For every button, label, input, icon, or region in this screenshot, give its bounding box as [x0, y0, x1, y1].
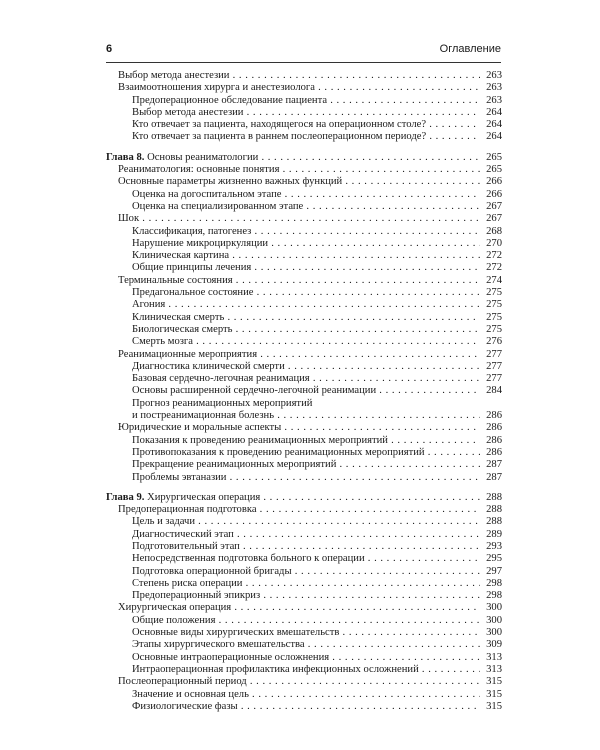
toc-page-number: 263	[480, 70, 502, 82]
toc-entry-title	[106, 312, 480, 324]
toc-entry	[106, 459, 502, 471]
toc-entry	[106, 398, 502, 410]
chapter-label: Глава 8.	[106, 151, 145, 163]
toc-entry	[106, 107, 502, 119]
toc-entry-title	[106, 541, 480, 553]
entry-text: Агония	[132, 299, 166, 311]
entry-text: Шок	[118, 213, 140, 225]
toc-entry	[106, 312, 502, 324]
toc-entry-title	[106, 107, 480, 119]
toc-page-number: 286	[480, 447, 502, 459]
toc-entry-title	[106, 262, 480, 274]
toc-entry	[106, 590, 502, 602]
entry-text: Показания к проведению реанимационных мероприятий	[132, 434, 388, 446]
toc-chapter-entry	[106, 492, 502, 504]
toc-page-number: 313	[480, 664, 502, 676]
entry-text: и постреанимационная болезнь	[132, 410, 275, 422]
toc-entry	[106, 287, 502, 299]
toc-entry-title	[106, 238, 480, 250]
toc-entry	[106, 422, 502, 434]
entry-text: Подготовка операционной бригады	[132, 565, 292, 577]
toc-page-number: 267	[480, 213, 502, 225]
toc-page-number: 315	[480, 689, 502, 701]
toc-page-number: 264	[480, 119, 502, 131]
toc-page-number: 295	[480, 553, 502, 565]
toc-entry-title	[106, 664, 480, 676]
toc-entry-title	[106, 189, 480, 201]
toc-page-number: 265	[480, 164, 502, 176]
toc-page-number: 275	[480, 299, 502, 311]
toc-entry	[106, 504, 502, 516]
toc-entry	[106, 664, 502, 676]
toc-entry-title	[106, 566, 480, 578]
table-of-contents	[106, 70, 502, 721]
toc-page-number: 267	[480, 201, 502, 213]
toc-entry	[106, 70, 502, 82]
toc-entry-title	[106, 398, 480, 410]
entry-text: Противопоказания к проведению реанимационных мероприятий	[132, 446, 425, 458]
toc-page-number: 288	[480, 516, 502, 528]
page-header	[106, 43, 501, 59]
entry-text: Классификация, патогенез	[132, 225, 252, 237]
toc-entry	[106, 119, 502, 131]
toc-page-number: 297	[480, 566, 502, 578]
toc-entry	[106, 541, 502, 553]
toc-entry-title	[106, 373, 480, 385]
toc-entry-title	[106, 70, 480, 82]
entry-text: Значение и основная цель	[132, 688, 249, 700]
toc-page-number: 266	[480, 176, 502, 188]
toc-entry	[106, 262, 502, 274]
toc-page-number: 277	[480, 373, 502, 385]
toc-entry	[106, 361, 502, 373]
toc-page-number: 315	[480, 701, 502, 713]
entry-text: Интраоперационная профилактика инфекционных осложнений	[132, 663, 419, 675]
chapter-label: Глава 9.	[106, 491, 145, 503]
toc-entry	[106, 176, 502, 188]
entry-text: Реаниматология: основные понятия	[118, 164, 280, 176]
toc-entry-title	[106, 299, 480, 311]
toc-entry-title	[106, 152, 480, 164]
entry-text: Предоперационное обследование пациента	[132, 94, 328, 106]
toc-entry-title	[106, 639, 480, 651]
toc-page-number: 286	[480, 410, 502, 422]
toc-entry	[106, 529, 502, 541]
toc-entry-title	[106, 435, 480, 447]
toc-entry	[106, 131, 502, 143]
toc-entry	[106, 275, 502, 287]
entry-text: Хирургическая операция	[147, 491, 261, 503]
toc-entry-title	[106, 95, 480, 107]
toc-entry-title	[106, 504, 480, 516]
toc-page-number: 289	[480, 529, 502, 541]
toc-entry-title	[106, 553, 480, 565]
toc-entry	[106, 627, 502, 639]
entry-text: Цель и задачи	[132, 516, 195, 528]
entry-text: Общие положения	[132, 614, 216, 626]
entry-text: Выбор метода анестезии	[132, 106, 244, 118]
toc-page-number: 268	[480, 226, 502, 238]
toc-entry	[106, 602, 502, 614]
toc-entry	[106, 82, 502, 94]
toc-page-number: 275	[480, 324, 502, 336]
header-divider	[106, 62, 501, 63]
entry-text: Этапы хирургического вмешательства	[132, 639, 305, 651]
entry-text: Основные интраоперационные осложнения	[132, 651, 330, 663]
toc-entry	[106, 676, 502, 688]
entry-text: Клиническая смерть	[132, 311, 225, 323]
toc-entry-title	[106, 676, 480, 688]
entry-text: Оценка на догоспитальном этапе	[132, 188, 282, 200]
toc-entry-title	[106, 349, 480, 361]
toc-section	[106, 152, 502, 484]
toc-entry-title	[106, 652, 480, 664]
entry-text: Предоперационный эпикриз	[132, 590, 261, 602]
toc-page-number: 287	[480, 459, 502, 471]
entry-text: Реанимационные мероприятия	[118, 348, 258, 360]
entry-text: Непосредственная подготовка больного к операции	[132, 553, 365, 565]
entry-text: Оценка на специализированном этапе	[132, 200, 304, 212]
toc-page-number: 315	[480, 676, 502, 688]
toc-entry-title	[106, 336, 480, 348]
toc-entry	[106, 324, 502, 336]
toc-entry-title	[106, 287, 480, 299]
entry-text: Предагональное состояние	[132, 287, 254, 299]
toc-page-number: 313	[480, 652, 502, 664]
toc-entry	[106, 226, 502, 238]
entry-text: Основы расширенной сердечно-легочной реанимации	[132, 385, 377, 397]
toc-entry-title	[106, 119, 480, 131]
toc-page-number: 293	[480, 541, 502, 553]
toc-page-number: 277	[480, 361, 502, 373]
toc-entry-title	[106, 459, 480, 471]
toc-page-number: 276	[480, 336, 502, 348]
toc-entry-title	[106, 602, 480, 614]
toc-entry-title	[106, 176, 480, 188]
entry-text: Хирургическая операция	[118, 602, 232, 614]
toc-entry	[106, 689, 502, 701]
toc-entry	[106, 652, 502, 664]
toc-entry-title	[106, 590, 480, 602]
entry-text: Выбор метода анестезии	[118, 70, 230, 81]
toc-entry	[106, 516, 502, 528]
toc-entry-title	[106, 324, 480, 336]
toc-entry-title	[106, 201, 480, 213]
toc-page-number: 270	[480, 238, 502, 250]
entry-text: Прогноз реанимационных мероприятий	[132, 397, 313, 409]
toc-page-number: 275	[480, 312, 502, 324]
toc-entry	[106, 336, 502, 348]
toc-page-number: 288	[480, 492, 502, 504]
toc-page-number: 298	[480, 590, 502, 602]
toc-page-number: 300	[480, 627, 502, 639]
toc-entry	[106, 553, 502, 565]
toc-entry-title	[106, 164, 480, 176]
toc-entry-title	[106, 361, 480, 373]
toc-entry-title	[106, 627, 480, 639]
toc-page-number: 274	[480, 275, 502, 287]
entry-text: Биологическая смерть	[132, 323, 233, 335]
entry-text: Базовая сердечно-легочная реанимация	[132, 373, 310, 385]
toc-entry	[106, 213, 502, 225]
entry-text: Основы реаниматологии	[147, 151, 259, 163]
toc-entry-title	[106, 578, 480, 590]
toc-entry	[106, 447, 502, 459]
entry-text: Терминальные состояния	[118, 274, 233, 286]
toc-entry	[106, 578, 502, 590]
toc-page-number: 298	[480, 578, 502, 590]
toc-page-number: 272	[480, 250, 502, 262]
toc-entry	[106, 639, 502, 651]
toc-section	[106, 70, 502, 144]
toc-entry	[106, 701, 502, 713]
toc-page-number: 277	[480, 349, 502, 361]
toc-entry-title	[106, 689, 480, 701]
toc-entry	[106, 435, 502, 447]
toc-entry-title	[106, 701, 480, 713]
toc-page-number: 275	[480, 287, 502, 299]
toc-entry-title	[106, 131, 480, 143]
toc-entry-title	[106, 82, 480, 94]
toc-entry	[106, 238, 502, 250]
toc-entry-title	[106, 226, 480, 238]
entry-text: Диагностика клинической смерти	[132, 360, 285, 372]
entry-text: Предоперационная подготовка	[118, 504, 257, 516]
toc-entry	[106, 201, 502, 213]
toc-page-number: 264	[480, 107, 502, 119]
toc-page-number: 287	[480, 472, 502, 484]
toc-entry-title	[106, 529, 480, 541]
entry-text: Общие принципы лечения	[132, 262, 252, 274]
toc-entry	[106, 615, 502, 627]
toc-page-number: 263	[480, 82, 502, 94]
entry-text: Послеоперационный период	[118, 676, 247, 688]
entry-text: Смерть мозга	[132, 336, 193, 348]
toc-page-number: 300	[480, 602, 502, 614]
entry-text: Проблемы эвтаназии	[132, 471, 227, 483]
toc-entry-title	[106, 447, 480, 459]
entry-text: Основные виды хирургических вмешательств	[132, 627, 340, 639]
page-number: 6	[106, 43, 113, 55]
toc-page-number: 266	[480, 189, 502, 201]
toc-entry-title	[106, 492, 480, 504]
toc-page-number: 288	[480, 504, 502, 516]
entry-text: Физиологические фазы	[132, 700, 238, 712]
running-title: Оглавление	[439, 43, 501, 55]
entry-text: Подготовительный этап	[132, 540, 240, 552]
toc-section	[106, 492, 502, 713]
toc-entry	[106, 385, 502, 397]
toc-chapter-entry	[106, 152, 502, 164]
entry-text: Клиническая картина	[132, 250, 230, 262]
toc-entry-title	[106, 385, 480, 397]
entry-text: Нарушение микроциркуляции	[132, 237, 269, 249]
toc-entry	[106, 299, 502, 311]
toc-entry	[106, 95, 502, 107]
toc-entry	[106, 189, 502, 201]
toc-entry-title	[106, 275, 480, 287]
toc-entry	[106, 349, 502, 361]
toc-entry-title	[106, 410, 480, 422]
entry-text: Степень риска операции	[132, 577, 243, 589]
toc-page-number: 286	[480, 435, 502, 447]
toc-page-number: 272	[480, 262, 502, 274]
toc-page-number: 263	[480, 95, 502, 107]
toc-entry-title	[106, 250, 480, 262]
toc-entry-title	[106, 213, 480, 225]
toc-entry	[106, 164, 502, 176]
entry-text: Взаимоотношения хирурга и анестезиолога	[118, 82, 315, 94]
entry-text: Кто отвечает за пациента в раннем послеоперационном периоде?	[132, 131, 427, 143]
toc-entry	[106, 373, 502, 385]
toc-entry	[106, 566, 502, 578]
toc-entry-title	[106, 422, 480, 434]
toc-entry-title	[106, 516, 480, 528]
toc-entry	[106, 250, 502, 262]
entry-text: Прекращение реанимационных мероприятий	[132, 459, 337, 471]
toc-entry-title	[106, 615, 480, 627]
toc-page-number: 284	[480, 385, 502, 397]
entry-text: Кто отвечает за пациента, находящегося на операционном столе?	[132, 119, 427, 131]
toc-page-number: 300	[480, 615, 502, 627]
entry-text: Основные параметры жизненно важных функций	[118, 176, 343, 188]
toc-page-number: 309	[480, 639, 502, 651]
toc-entry	[106, 472, 502, 484]
toc-page-number: 265	[480, 152, 502, 164]
toc-page-number: 286	[480, 422, 502, 434]
entry-text: Диагностический этап	[132, 528, 234, 540]
entry-text: Юридические и моральные аспекты	[118, 422, 282, 434]
toc-entry-title	[106, 472, 480, 484]
toc-page-number: 264	[480, 131, 502, 143]
toc-entry	[106, 410, 502, 422]
